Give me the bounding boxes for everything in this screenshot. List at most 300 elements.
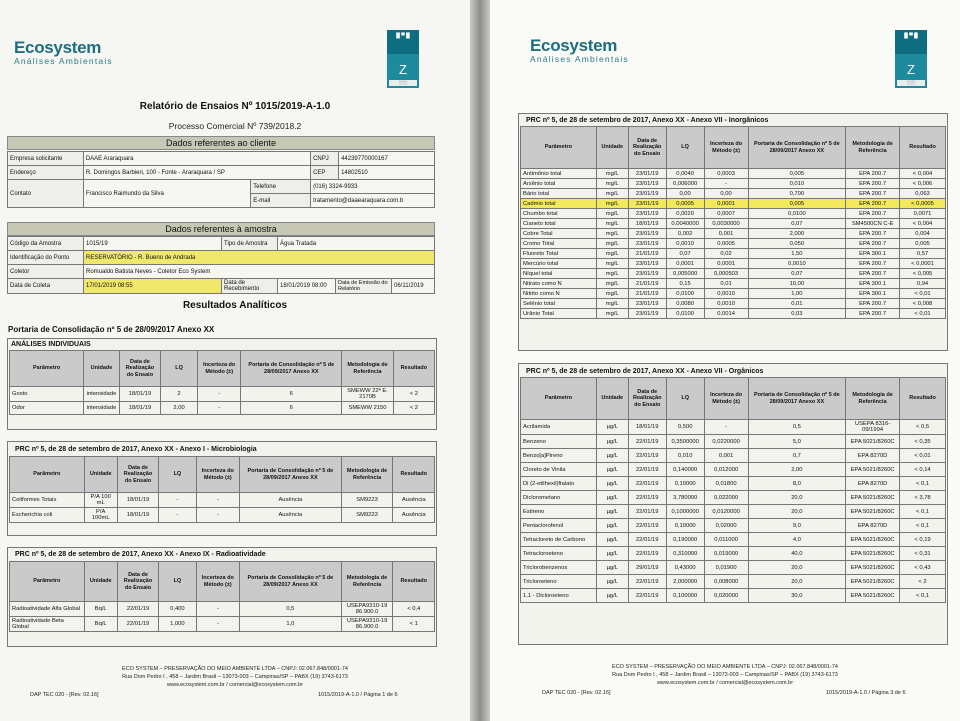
report-page-right xyxy=(490,0,960,721)
table-cell: 22/01/19 xyxy=(628,477,666,491)
table-cell: < 1 xyxy=(393,617,435,632)
table-cell: 0,0010 xyxy=(748,259,846,269)
header-row xyxy=(10,351,435,387)
table-cell: 30,0 xyxy=(748,589,846,603)
table-cell: Escherichia coli xyxy=(10,508,85,523)
column-header: Unidade xyxy=(84,457,117,493)
table-cell: 6 xyxy=(241,387,342,402)
table-cell: < 0,004 xyxy=(900,219,946,229)
table-row xyxy=(521,219,946,229)
table-cell: Radioatividade Beta Global xyxy=(10,617,85,632)
table-row xyxy=(521,533,946,547)
table-cell: 22/01/19 xyxy=(628,575,666,589)
column-header: LQ xyxy=(159,562,196,602)
doc-code: DAP TEC 020 - [Rev. 02.16] xyxy=(30,692,99,698)
table-row xyxy=(521,477,946,491)
table-cell: Triclorobenzenos xyxy=(521,561,597,575)
table-cell: EPA 5021/8260C xyxy=(846,575,900,589)
table-cell: mg/L xyxy=(596,279,628,289)
table-cell: 2,000000 xyxy=(666,575,704,589)
table-cell: 0,140000 xyxy=(666,463,704,477)
column-header: Portaria de Consolidação nº 5 de 28/09/2017 Anexo XX xyxy=(240,562,342,602)
table-cell: Selênio total xyxy=(521,299,597,309)
table-cell: Odor xyxy=(10,402,84,415)
table-cell: 22/01/19 xyxy=(628,491,666,505)
table-row xyxy=(521,449,946,463)
table-cell: 22/01/19 xyxy=(628,505,666,519)
table-row xyxy=(10,617,435,632)
table-cell: 18/01/19 xyxy=(119,387,160,402)
table-cell: Acrilamida xyxy=(521,420,597,435)
table-row xyxy=(10,602,435,617)
table-cell: EPA 200.7 xyxy=(846,189,900,199)
column-header: Parâmetro xyxy=(10,457,85,493)
table-cell: < 0,14 xyxy=(900,463,946,477)
table-cell: 0,07 xyxy=(748,219,846,229)
table-cell: 23/01/19 xyxy=(628,169,666,179)
table-cell: 20,0 xyxy=(748,575,846,589)
table-cell: 1,00 xyxy=(748,289,846,299)
column-header: LQ xyxy=(666,378,704,420)
table-cell: - xyxy=(159,493,196,508)
table-cell: 6 xyxy=(241,402,342,415)
table-row xyxy=(521,239,946,249)
table-cell: Benzeno xyxy=(521,435,597,449)
table-cell: 21/01/19 xyxy=(628,249,666,259)
column-header: LQ xyxy=(159,457,196,493)
table-cell: 22/01/19 xyxy=(628,463,666,477)
table-cell: Pentaclorofenol xyxy=(521,519,597,533)
table-cell: Ausência xyxy=(240,508,342,523)
table-cell: Antimônio total xyxy=(521,169,597,179)
table-cell: 10,00 xyxy=(748,279,846,289)
table-cell: 2 xyxy=(161,387,198,402)
column-header: Metodologia de Referência xyxy=(341,457,393,493)
table-cell: 22/01/19 xyxy=(628,435,666,449)
column-header: Resultado xyxy=(393,562,435,602)
ecosystem-logo: Ecosystem Análises Ambientais xyxy=(530,36,629,64)
table-cell: 0,15 xyxy=(666,279,704,289)
table-cell: Ausência xyxy=(393,508,435,523)
table-row xyxy=(10,508,435,523)
table-row xyxy=(521,309,946,319)
table-cell: 0,0001 xyxy=(704,259,748,269)
table-cell: 23/01/19 xyxy=(628,179,666,189)
table-cell: 23/01/19 xyxy=(628,189,666,199)
table-cell: Cloreto de Vinila xyxy=(521,463,597,477)
table-row xyxy=(521,519,946,533)
table-cell: EPA 5021/8260C xyxy=(846,547,900,561)
table-row xyxy=(521,289,946,299)
table-cell: 0,004 xyxy=(900,229,946,239)
table-cell: mg/L xyxy=(596,299,628,309)
table-cell: EPA 5021/8260C xyxy=(846,589,900,603)
table-row xyxy=(521,299,946,309)
footer-company: ECO SYSTEM – PRESERVAÇÃO DO MEIO AMBIENTE LTDA – CNPJ: 02.067.848/0001-74 xyxy=(612,664,838,670)
table-cell: 8,0 xyxy=(748,477,846,491)
table-row xyxy=(521,505,946,519)
table-cell: 18/01/19 xyxy=(117,508,158,523)
footer-contact: www.ecosystem.com.br / comercial@ecosystem.com.br xyxy=(656,680,794,686)
footer-address: Rua Dom Pedro I , 458 – Jardim Brasil – 13073-003 – Campinas/SP – PABX (19) 3743-6173 xyxy=(612,672,838,678)
table-cell: 0,0005 xyxy=(704,239,748,249)
table-cell: 0,005000 xyxy=(666,269,704,279)
table-cell: 22/01/19 xyxy=(628,547,666,561)
table-cell: 0,012000 xyxy=(704,463,748,477)
table-cell: < 0,5 xyxy=(900,420,946,435)
table-cell: EPA 200.7 xyxy=(846,229,900,239)
table-cell: EPA 8270D xyxy=(846,519,900,533)
table-row xyxy=(521,420,946,435)
table-cell: 0,0010 xyxy=(704,299,748,309)
table-cell: Cadmio total xyxy=(521,199,597,209)
table-cell: 0,005 xyxy=(748,199,846,209)
table-cell: 22/01/19 xyxy=(117,617,158,632)
table-cell: EPA 200.7 xyxy=(846,209,900,219)
table-cell: 1,50 xyxy=(748,249,846,259)
binding-gutter xyxy=(470,0,490,721)
table-cell: - xyxy=(196,508,240,523)
radioactivity-table xyxy=(9,561,435,632)
table-cell: < 2 xyxy=(900,575,946,589)
table-cell: 18/01/19 xyxy=(117,493,158,508)
table-cell: EPA 300.1 xyxy=(846,249,900,259)
table-cell: < 0,19 xyxy=(900,533,946,547)
table-cell: 0,01900 xyxy=(704,561,748,575)
table-cell: < 0,1 xyxy=(900,519,946,533)
table-cell: mg/L xyxy=(596,229,628,239)
column-header: Unidade xyxy=(84,562,117,602)
table-cell: µg/L xyxy=(596,435,628,449)
table-cell: Cromo Total xyxy=(521,239,597,249)
table-cell: 21/01/19 xyxy=(628,279,666,289)
table-cell: 29/01/19 xyxy=(628,561,666,575)
table-cell: Níquel total xyxy=(521,269,597,279)
table-cell: mg/L xyxy=(596,309,628,319)
table-cell: µg/L xyxy=(596,477,628,491)
table-cell: 0,5 xyxy=(240,602,342,617)
header-row xyxy=(10,457,435,493)
column-header: Parâmetro xyxy=(521,127,597,169)
column-header: Parâmetro xyxy=(10,351,84,387)
table-cell: < 0,4 xyxy=(393,602,435,617)
table-cell: < 0,01 xyxy=(900,309,946,319)
table-row xyxy=(521,435,946,449)
table-cell: 23/01/19 xyxy=(628,299,666,309)
column-header: Incerteza do Método (±) xyxy=(704,127,748,169)
column-header: Data de Realização do Ensaio xyxy=(117,562,158,602)
column-header: Portaria de Consolidação nº 5 de 28/09/2017 Anexo XX xyxy=(748,378,846,420)
column-header: Unidade xyxy=(84,351,120,387)
column-header: Unidade xyxy=(596,127,628,169)
accreditation-seal-icon: █ ▀ █ Z ░░░ xyxy=(387,30,419,88)
table-cell: Diclorometano xyxy=(521,491,597,505)
table-cell: EPA 200.7 xyxy=(846,239,900,249)
table-cell: SMEWW 22ª E. 2170B xyxy=(342,387,393,402)
column-header: Metodologia de Referência xyxy=(846,127,900,169)
table-cell: < 0,1 xyxy=(900,477,946,491)
table-cell: < 2 xyxy=(393,387,434,402)
table-cell: EPA 5021/8260C xyxy=(846,463,900,477)
table-cell: 0,0040 xyxy=(666,169,704,179)
table-row xyxy=(521,169,946,179)
table-cell: - xyxy=(196,602,240,617)
column-header: Incerteza do Método (±) xyxy=(704,378,748,420)
table-cell: 0,310000 xyxy=(666,547,704,561)
table-cell: µg/L xyxy=(596,463,628,477)
table-cell: < 0,005 xyxy=(900,269,946,279)
table-cell: 0,03 xyxy=(748,309,846,319)
table-cell: 0,0007 xyxy=(704,209,748,219)
table-cell: 40,0 xyxy=(748,547,846,561)
table-cell: 0,0071 xyxy=(900,209,946,219)
table-cell: 0,0040000 xyxy=(666,219,704,229)
table-cell: EPA 200.7 xyxy=(846,299,900,309)
table-cell: 0,0005 xyxy=(666,199,704,209)
table-cell: < 0,004 xyxy=(900,169,946,179)
table-cell: 20,0 xyxy=(748,491,846,505)
table-cell: - xyxy=(704,179,748,189)
table-cell: 22/01/19 xyxy=(628,589,666,603)
table-cell: 0,006000 xyxy=(666,179,704,189)
results-title: Resultados Analíticos xyxy=(182,300,288,311)
table-row xyxy=(521,269,946,279)
table-cell: Cobre Total xyxy=(521,229,597,239)
table-cell: 4,0 xyxy=(748,533,846,547)
table-cell: µg/L xyxy=(596,519,628,533)
table-cell: 0,0010 xyxy=(666,239,704,249)
table-cell: 0,10000 xyxy=(666,519,704,533)
column-header: Metodologia de Referência xyxy=(846,378,900,420)
table-cell: 0,1000000 xyxy=(666,505,704,519)
table-cell: mg/L xyxy=(596,219,628,229)
table-cell: 0,02000 xyxy=(704,519,748,533)
table-cell: Mercúrio total xyxy=(521,259,597,269)
table-cell: mg/L xyxy=(596,169,628,179)
table-cell: Gosto xyxy=(10,387,84,402)
table-row xyxy=(521,179,946,189)
table-cell: 0,010 xyxy=(666,449,704,463)
table-heading: PRC nº 5, de 28 de setembro de 2017, Anexo XX - Anexo IX - Radioatividade xyxy=(15,551,266,558)
table-cell: µg/L xyxy=(596,420,628,435)
accreditation-seal-icon: █ ▀ █ Z ░░░ xyxy=(895,30,927,88)
table-row xyxy=(10,493,435,508)
column-header: Resultado xyxy=(393,351,434,387)
table-cell: < 0,35 xyxy=(900,435,946,449)
table-cell: P/A 100 mL xyxy=(84,493,117,508)
table-cell: 0,94 xyxy=(900,279,946,289)
highlighted-label: Data de Coleta xyxy=(8,279,84,294)
table-cell: 0,07 xyxy=(748,269,846,279)
table-cell: 0,0100 xyxy=(748,209,846,219)
table-cell: 0,0001 xyxy=(704,199,748,209)
table-cell: EPA 5021/8260C xyxy=(846,491,900,505)
table-cell: mg/L xyxy=(596,289,628,299)
table-cell: 23/01/19 xyxy=(628,229,666,239)
table-cell: 0,0220000 xyxy=(704,435,748,449)
table-cell: Radioatividade Alfa Global xyxy=(10,602,85,617)
table-cell: - xyxy=(196,493,240,508)
table-cell: 0,02 xyxy=(704,249,748,259)
table-cell: Nitrato como N xyxy=(521,279,597,289)
table-cell: Estireno xyxy=(521,505,597,519)
table-cell: 0,7 xyxy=(748,449,846,463)
table-row xyxy=(521,547,946,561)
table-row xyxy=(521,209,946,219)
table-cell: 0,050 xyxy=(748,239,846,249)
table-row xyxy=(521,575,946,589)
table-cell: < 0,0001 xyxy=(900,259,946,269)
table-cell: 0,57 xyxy=(900,249,946,259)
table-cell: 23/01/19 xyxy=(628,259,666,269)
column-header: Portaria de Consolidação nº 5 de 28/09/2017 Anexo XX xyxy=(240,457,342,493)
table-cell: intensidade xyxy=(84,387,120,402)
page-reference: 1015/2019-A-1.0 / Página 1 de 6 xyxy=(318,692,398,698)
table-cell: Tricloroeteno xyxy=(521,575,597,589)
table-cell: µg/L xyxy=(596,575,628,589)
table-cell: 22/01/19 xyxy=(628,519,666,533)
table-cell: 0,400 xyxy=(159,602,196,617)
table-cell: - xyxy=(198,387,241,402)
table-cell: intensidade xyxy=(84,402,120,415)
table-cell: 2,00 xyxy=(748,463,846,477)
table-cell: 2,000 xyxy=(748,229,846,239)
table-heading: PRC nº 5, de 28 de setembro de 2017, Anexo XX - Anexo I - Microbiologia xyxy=(15,446,257,453)
table-cell: EPA 200.7 xyxy=(846,199,900,209)
table-heading: PRC nº 5, de 28 de setembro de 2017, Anexo XX - Anexo VII - Inorgânicos xyxy=(526,117,769,124)
table-cell: 0,43000 xyxy=(666,561,704,575)
table-cell: 18/01/19 xyxy=(119,402,160,415)
table-cell: 23/01/19 xyxy=(628,209,666,219)
footer-address: Rua Dom Pedro I , 458 – Jardim Brasil – 13073-003 – Campinas/SP – PABX (19) 3743-6173 xyxy=(122,674,348,680)
table-cell: µg/L xyxy=(596,589,628,603)
table-cell: µg/L xyxy=(596,533,628,547)
table-heading: PRC nº 5, de 28 de setembro de 2017, Anexo XX - Anexo VII - Orgânicos xyxy=(526,368,764,375)
organics-table xyxy=(520,377,946,603)
table-cell: 0,063 xyxy=(900,189,946,199)
process-number: Processo Comercial Nº 739/2018.2 xyxy=(168,121,302,131)
table-cell: 0,500 xyxy=(666,420,704,435)
client-info-table: Empresa solicitante DAAE Araraquara CNPJ 44239770000167 Endereço R. Domingos Barbieri, 100 - Fonte - Araraquara / SP CEP 14802510 Contato Francisco Raimundo da Silva Telefone (016) 3324-9933 E-mail tratamento@daaearaquara.com.b xyxy=(7,151,435,208)
table-cell: EPA 300.1 xyxy=(846,279,900,289)
column-header: Portaria de Consolidação nº 5 de 28/09/2017 Anexo XX xyxy=(241,351,342,387)
table-cell: 0,000503 xyxy=(704,269,748,279)
table-cell: µg/L xyxy=(596,561,628,575)
table-cell: Chumbo total xyxy=(521,209,597,219)
header-row xyxy=(521,127,946,169)
highlighted-value: RESERVATÓRIO - R. Bueno de Andrada xyxy=(84,251,435,265)
table-cell: mg/L xyxy=(596,269,628,279)
table-cell: 0,0001 xyxy=(666,259,704,269)
table-cell: < 0,0005 xyxy=(900,199,946,209)
table-cell: 0,0003 xyxy=(704,169,748,179)
column-header: LQ xyxy=(666,127,704,169)
table-cell: 18/01/19 xyxy=(628,420,666,435)
table-cell: 0,700 xyxy=(748,189,846,199)
table-cell: 0,10000 xyxy=(666,477,704,491)
table-cell: EPA 5021/8260C xyxy=(846,505,900,519)
table-cell: < 0,01 xyxy=(900,449,946,463)
table-cell: 18/01/19 xyxy=(628,219,666,229)
header-row xyxy=(521,378,946,420)
table-cell: 0,01 xyxy=(704,279,748,289)
column-header: Resultado xyxy=(393,457,435,493)
table-cell: 0,0010 xyxy=(704,289,748,299)
table-cell: 0,01 xyxy=(748,299,846,309)
table-cell: SM9223 xyxy=(341,508,393,523)
table-cell: 0,100000 xyxy=(666,589,704,603)
table-cell: 5,0 xyxy=(748,435,846,449)
table-cell: 23/01/19 xyxy=(628,309,666,319)
table-cell: - xyxy=(159,508,196,523)
table-cell: EPA 200.7 xyxy=(846,269,900,279)
microbiology-table xyxy=(9,456,435,523)
table-row xyxy=(521,249,946,259)
table-cell: 0,5 xyxy=(748,420,846,435)
table-row xyxy=(521,279,946,289)
table-cell: P/A 100mL xyxy=(84,508,117,523)
table-cell: 0,07 xyxy=(666,249,704,259)
report-title: Relatório de Ensaios Nº 1015/2019-A-1.0 xyxy=(139,101,331,112)
table-cell: SM9223 xyxy=(341,493,393,508)
table-cell: 0,011000 xyxy=(704,533,748,547)
table-cell: 9,0 xyxy=(748,519,846,533)
table-cell: < 0,1 xyxy=(900,505,946,519)
table-cell: 0,00 xyxy=(704,189,748,199)
table-cell: USEPA9310-19 86.900.0 xyxy=(341,602,393,617)
table-cell: µg/L xyxy=(596,547,628,561)
column-header: Data de Realização do Ensaio xyxy=(628,378,666,420)
table-row xyxy=(10,402,435,415)
table-cell: 2,00 xyxy=(161,402,198,415)
table-cell: 0,005 xyxy=(748,169,846,179)
table-cell: 20,0 xyxy=(748,505,846,519)
table-cell: - xyxy=(198,402,241,415)
footer-contact: www.ecosystem.com.br / comercial@ecosystem.com.br xyxy=(166,682,304,688)
column-header: Unidade xyxy=(596,378,628,420)
table-cell: Bq/L xyxy=(84,602,117,617)
table-row xyxy=(521,491,946,505)
table-cell: 0,0020 xyxy=(666,209,704,219)
table-cell: < 0,1 xyxy=(900,589,946,603)
table-cell: EPA 200.7 xyxy=(846,169,900,179)
table-cell: 0,0030000 xyxy=(704,219,748,229)
column-header: Parâmetro xyxy=(521,378,597,420)
column-header: Data de Realização do Ensaio xyxy=(119,351,160,387)
highlighted-value: 17/01/2019 08:55 xyxy=(84,279,222,294)
table-cell: µg/L xyxy=(596,449,628,463)
ecosystem-logo: Ecosystem Análises Ambientais xyxy=(14,38,113,66)
table-cell: Benzo[a]Pireno xyxy=(521,449,597,463)
individual-analyses-table xyxy=(9,350,435,415)
email-link[interactable]: tratamento@daaearaquara.com.b xyxy=(311,194,435,208)
table-cell: Di (2-etilhexil)ftalato xyxy=(521,477,597,491)
table-cell: EPA 300.1 xyxy=(846,289,900,299)
column-header: Data de Realização do Ensaio xyxy=(117,457,158,493)
table-cell: mg/L xyxy=(596,189,628,199)
doc-code: DAP TEC 020 - [Rev. 02.16] xyxy=(542,690,611,696)
table-cell: Ausência xyxy=(393,493,435,508)
highlighted-label: Identificação do Ponto xyxy=(8,251,84,265)
table-cell: 23/01/19 xyxy=(628,199,666,209)
table-cell: SMEWW 2150 xyxy=(342,402,393,415)
column-header: Incerteza do Método (±) xyxy=(196,457,240,493)
table-cell: 0,01800 xyxy=(704,477,748,491)
table-cell: 0,008000 xyxy=(704,575,748,589)
table-cell: Arsênio total xyxy=(521,179,597,189)
table-cell: Cianeto total xyxy=(521,219,597,229)
table-cell: < 0,43 xyxy=(900,561,946,575)
